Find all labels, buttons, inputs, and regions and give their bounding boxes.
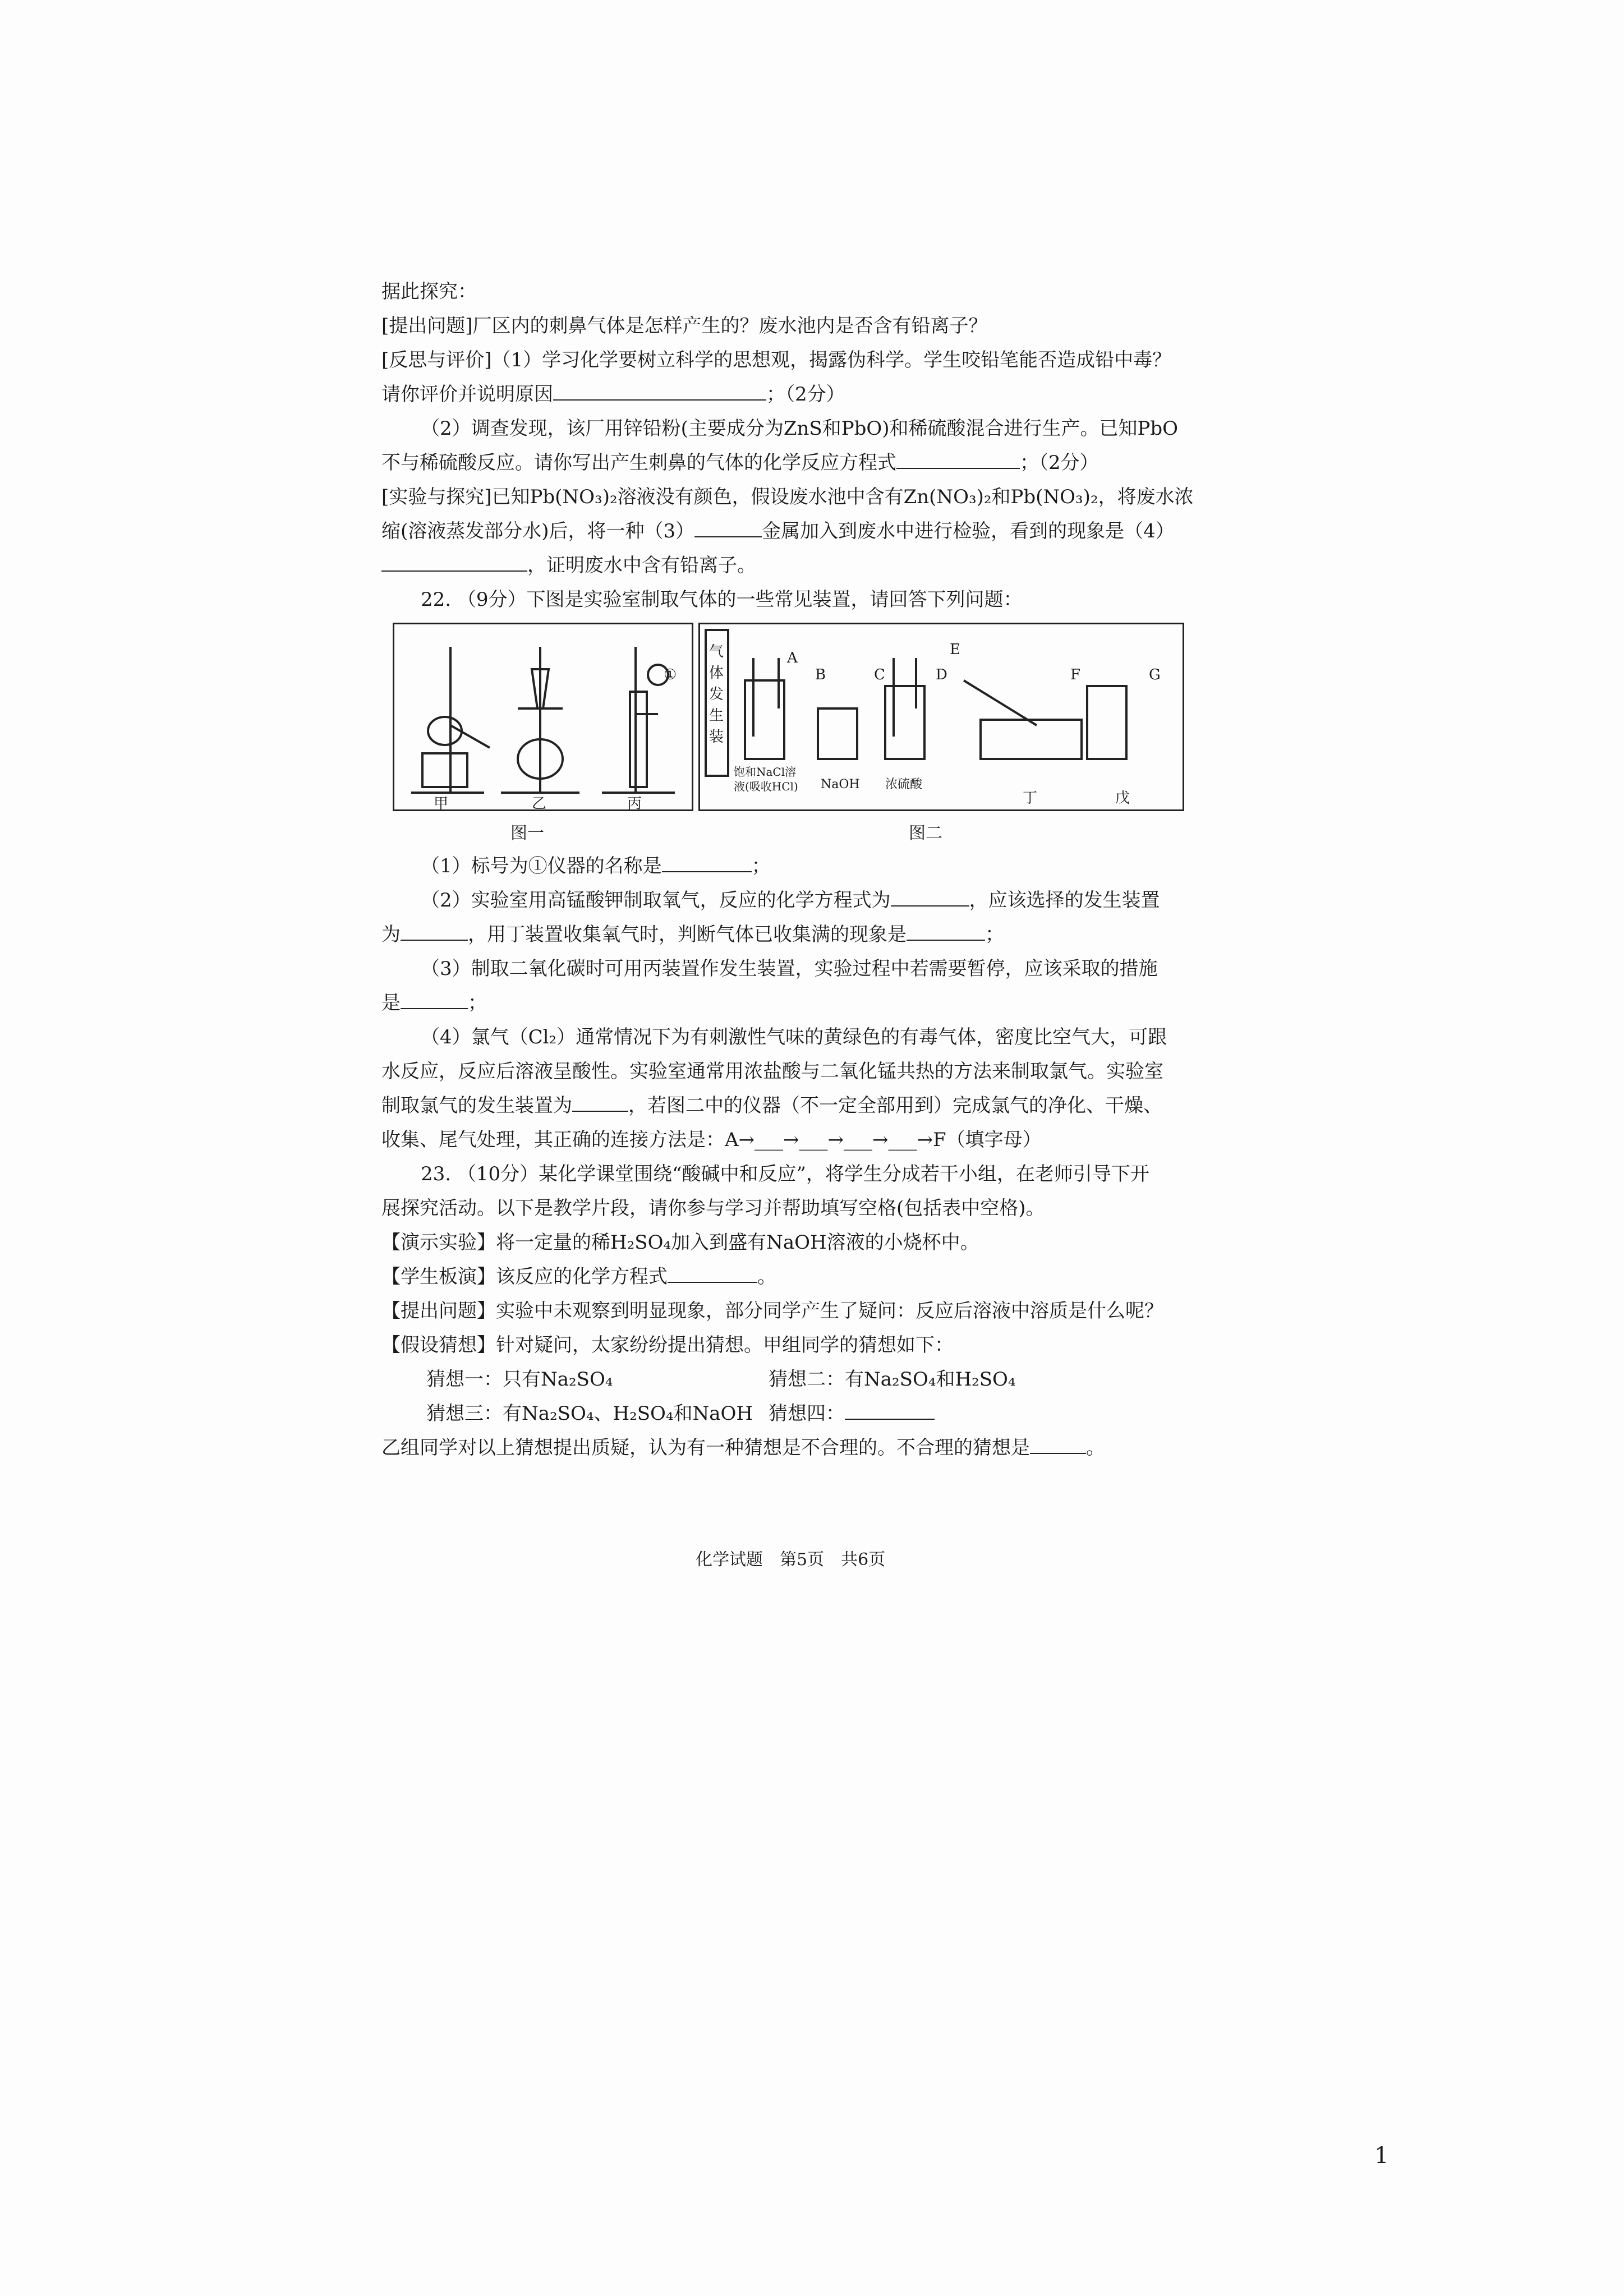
hypothesis-row <box>381 1397 1268 1431</box>
answer-blank <box>572 1092 628 1112</box>
text-line <box>381 884 1268 918</box>
text-segment: ，若图二中的仪器（不一定全部用到）完成氯气的净化、干燥、 <box>628 1094 1162 1117</box>
label-C: C <box>874 666 885 683</box>
question-23-heading: 23. （10分）某化学课堂围绕“酸碱中和反应”，将学生分成若干小组，在老师引导下开 <box>421 1163 1149 1185</box>
label-E: E <box>950 641 960 658</box>
label-jia: 甲 <box>434 795 449 812</box>
text-line: 【演示实验】将一定量的稀H₂SO₄加入到盛有NaOH溶液的小烧杯中。 <box>381 1231 979 1254</box>
text-segment: 【学生板演】该反应的化学方程式 <box>381 1266 668 1288</box>
text-line: （2）调查发现，该厂用锌铅粉(主要成分为ZnS和PbO)和稀硫酸混合进行生产。已知PbO <box>421 417 1179 440</box>
text-line: [实验与探究]已知Pb(NO₃)₂溶液没有颜色，假设废水池中含有Zn(NO₃)₂和Pb(NO₃)₂，将废水浓 <box>381 486 1194 508</box>
text-line: 展探究活动。以下是教学片段，请你参与学习并帮助填写空格(包括表中空格)。 <box>381 1197 1045 1220</box>
answer-blank <box>907 921 985 941</box>
text-line: （3）制取二氧化碳时可用丙装置作发生装置，实验过程中若需要暂停，应该采取的措施 <box>421 958 1158 980</box>
text-segment: ，应该选择的发生装置 <box>969 889 1160 912</box>
hypothesis-1: 猜想一：只有Na₂SO₄ <box>426 1368 613 1391</box>
text-segment: 乙组同学对以上猜想提出质疑，认为有一种猜想是不合理的。不合理的猜想是 <box>381 1437 1030 1459</box>
label-gas-generator: 气体发生装 <box>709 643 724 746</box>
text-line <box>381 849 1268 884</box>
text-line <box>381 514 1268 549</box>
text-segment: ，用丁装置收集氧气时，判断气体已收集满的现象是 <box>468 923 907 946</box>
label-A: A <box>787 650 798 666</box>
question-22-heading: 22. （9分）下图是实验室制取气体的一些常见装置，请回答下列问题： <box>421 588 1023 611</box>
answer-blank <box>668 1263 757 1283</box>
answer-blank <box>694 517 762 537</box>
text-line <box>381 986 1268 1020</box>
apparatus-figure <box>393 623 1268 841</box>
answer-blank <box>401 921 468 941</box>
text-line: 【假设猜想】针对疑问，太家纷纷提出猜想。甲组同学的猜想如下： <box>381 1334 954 1356</box>
text-segment: ； <box>985 923 1004 946</box>
text-segment: ；（2分） <box>766 383 845 406</box>
text-segment: 缩(溶液蒸发部分水)后，将一种（3） <box>381 520 695 542</box>
text-segment: ； <box>751 855 771 877</box>
label-F: F <box>1070 666 1081 683</box>
text-line <box>381 446 1268 480</box>
label-G: G <box>1149 666 1161 683</box>
text-segment: ； <box>468 992 487 1014</box>
text-segment: 不与稀硫酸反应。请你写出产生刺鼻的气体的化学反应方程式 <box>381 452 896 474</box>
page-number: 1 <box>1374 2143 1389 2169</box>
text-segment: （2）实验室用高锰酸钾制取氧气，反应的化学方程式为 <box>421 889 891 912</box>
figure-two <box>698 623 1184 811</box>
label-ding: 丁 <box>1023 790 1038 807</box>
text-segment: 金属加入到废水中进行检验，看到的现象是（4） <box>762 520 1175 542</box>
label-bottle-naoh: NaOH <box>821 777 860 792</box>
label-bing: 丙 <box>627 795 642 812</box>
text-line: （4）氯气（Cl₂）通常情况下为有刺激性气味的黄绿色的有毒气体，密度比空气大，可跟 <box>421 1026 1167 1048</box>
text-line <box>381 1431 1268 1465</box>
text-line: 据此探究： <box>381 280 477 303</box>
text-segment: 请你评价并说明原因 <box>381 383 553 406</box>
text-segment: 是 <box>381 992 401 1014</box>
answer-blank <box>381 551 527 572</box>
answer-blank <box>1030 1434 1086 1454</box>
text-line: [提出问题]厂区内的刺鼻气体是怎样产生的？废水池内是否含有铅离子？ <box>381 315 988 337</box>
exam-content <box>381 275 1268 1465</box>
text-line <box>381 918 1268 952</box>
text-segment: ；（2分） <box>1020 452 1099 474</box>
answer-blank <box>553 380 766 401</box>
text-segment: ，证明废水中含有铅离子。 <box>527 554 756 577</box>
answer-blank <box>845 1400 935 1420</box>
hypothesis-row <box>381 1363 1268 1397</box>
text-segment: 制取氯气的发生装置为 <box>381 1094 572 1117</box>
hypothesis-3: 猜想三：有Na₂SO₄、H₂SO₄和NaOH <box>426 1402 753 1425</box>
hypothesis-4: 猜想四： <box>769 1402 845 1425</box>
answer-blank <box>401 989 468 1009</box>
text-segment: 为 <box>381 923 401 946</box>
figure-one-caption: 图一 <box>510 823 544 843</box>
text-line <box>381 549 1268 583</box>
label-circle-1: ① <box>664 666 677 683</box>
text-line: [反思与评价]（1）学习化学要树立科学的思想观，揭露伪科学。学生咬铅笔能否造成铅中毒？ <box>381 349 1172 371</box>
answer-blank <box>662 852 752 872</box>
label-yi: 乙 <box>532 795 547 812</box>
figure-one-drawing <box>394 624 692 809</box>
label-D: D <box>936 666 947 683</box>
label-bottle-nacl: 饱和NaCl溶液(吸收HCl) <box>734 765 798 793</box>
text-segment: 。 <box>1086 1437 1105 1459</box>
label-bottle-acid: 浓硫酸 <box>885 777 923 792</box>
text-line <box>381 1260 1268 1294</box>
label-B: B <box>815 666 826 683</box>
answer-blank <box>891 886 969 907</box>
hypothesis-2: 猜想二：有Na₂SO₄和H₂SO₄ <box>769 1368 1016 1391</box>
answer-blank <box>896 449 1020 469</box>
label-wu: 戊 <box>1115 790 1130 807</box>
text-line: 水反应，反应后溶液呈酸性。实验室通常用浓盐酸与二氧化锰共热的方法来制取氯气。实验室 <box>381 1060 1163 1083</box>
text-line: 【提出问题】实验中未观察到明显现象，部分同学产生了疑问：反应后溶液中溶质是什么呢？ <box>381 1300 1163 1322</box>
text-line: 收集、尾气处理，其正确的连接方法是：A→___→___→___→___→F（填字母） <box>381 1129 1042 1151</box>
figure-one <box>393 623 693 811</box>
page-footer: 化学试题 第5页 共6页 <box>696 1550 886 1570</box>
text-line <box>381 1089 1268 1123</box>
figure-two-caption: 图二 <box>909 823 942 843</box>
text-segment: 。 <box>757 1266 776 1288</box>
text-line <box>381 378 1268 412</box>
text-segment: （1）标号为①仪器的名称是 <box>421 855 662 877</box>
